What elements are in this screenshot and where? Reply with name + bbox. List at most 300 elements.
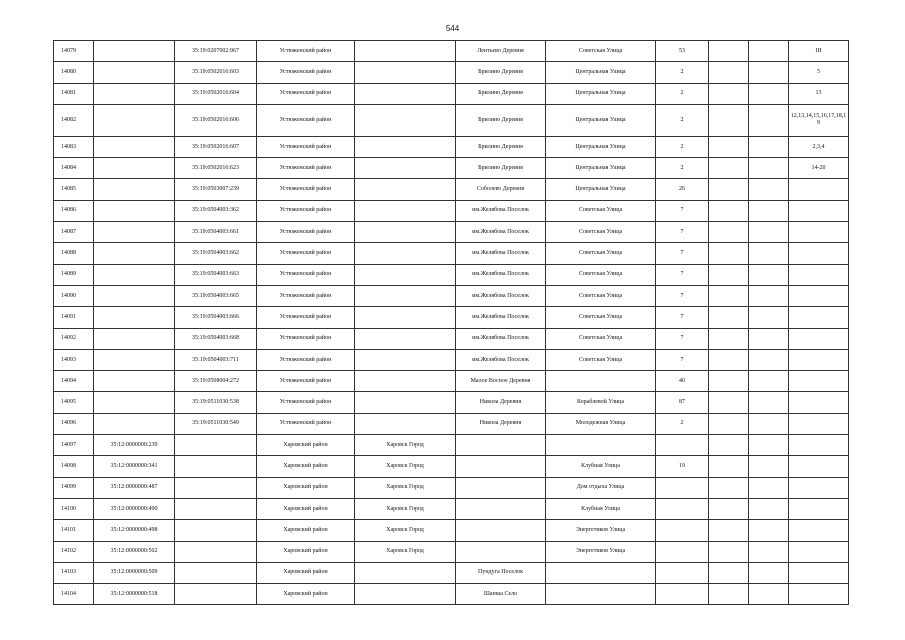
apartment-cell: IH bbox=[789, 41, 849, 62]
cadastral-number-b-cell bbox=[175, 456, 257, 477]
house-number-cell: 7 bbox=[656, 264, 709, 285]
street-cell: Центральная Улица bbox=[546, 158, 656, 179]
cadastral-number-b-cell: 35:19:0511030:549 bbox=[175, 413, 257, 434]
table-row bbox=[54, 371, 849, 392]
district-cell: Устюженский район bbox=[257, 371, 355, 392]
table-row bbox=[54, 83, 849, 104]
building-cell bbox=[709, 328, 749, 349]
table-row bbox=[54, 413, 849, 434]
street-cell: Центральная Улица bbox=[546, 179, 656, 200]
building-cell bbox=[709, 179, 749, 200]
street-cell bbox=[546, 435, 656, 456]
cadastral-number-b-cell bbox=[175, 584, 257, 605]
table-row bbox=[54, 498, 849, 519]
table-row bbox=[54, 584, 849, 605]
building-cell bbox=[709, 371, 749, 392]
district-cell: Устюженский район bbox=[257, 104, 355, 136]
cadastral-number-b-cell: 35:19:0504003:711 bbox=[175, 349, 257, 370]
structure-cell bbox=[749, 562, 789, 583]
house-number-cell: 7 bbox=[656, 285, 709, 306]
cadastral-number-a-cell: 35:12:0000000:502 bbox=[94, 541, 175, 562]
table-row bbox=[54, 477, 849, 498]
record-number-cell: 14101 bbox=[54, 520, 94, 541]
apartment-cell: 5 bbox=[789, 62, 849, 83]
table-row bbox=[54, 158, 849, 179]
city-cell: Харовск Город bbox=[355, 435, 456, 456]
cadastral-number-a-cell bbox=[94, 41, 175, 62]
building-cell bbox=[709, 307, 749, 328]
city-cell bbox=[355, 136, 456, 157]
house-number-cell: 53 bbox=[656, 41, 709, 62]
record-number-cell: 14093 bbox=[54, 349, 94, 370]
district-cell: Устюженский район bbox=[257, 413, 355, 434]
structure-cell bbox=[749, 541, 789, 562]
table-row bbox=[54, 541, 849, 562]
street-cell: Советская Улица bbox=[546, 41, 656, 62]
city-cell bbox=[355, 243, 456, 264]
structure-cell bbox=[749, 179, 789, 200]
settlement-cell: им.Желябова Поселок bbox=[456, 328, 546, 349]
street-cell: Советская Улица bbox=[546, 243, 656, 264]
cadastral-number-a-cell: 35:12:0000000:487 bbox=[94, 477, 175, 498]
apartment-cell: 14-20 bbox=[789, 158, 849, 179]
cadastral-number-b-cell: 35:19:0504003:665 bbox=[175, 285, 257, 306]
street-cell: Энергетиков Улица bbox=[546, 520, 656, 541]
street-cell: Советская Улица bbox=[546, 349, 656, 370]
house-number-cell: 7 bbox=[656, 328, 709, 349]
apartment-cell bbox=[789, 541, 849, 562]
city-cell: Харовск Город bbox=[355, 541, 456, 562]
apartment-cell bbox=[789, 584, 849, 605]
house-number-cell: 2 bbox=[656, 104, 709, 136]
table-row bbox=[54, 62, 849, 83]
street-cell: Дом отдыха Улица bbox=[546, 477, 656, 498]
record-number-cell: 14104 bbox=[54, 584, 94, 605]
street-cell: Советская Улица bbox=[546, 328, 656, 349]
record-number-cell: 14085 bbox=[54, 179, 94, 200]
city-cell bbox=[355, 413, 456, 434]
record-number-cell: 14083 bbox=[54, 136, 94, 157]
table-row bbox=[54, 222, 849, 243]
district-cell: Устюженский район bbox=[257, 83, 355, 104]
street-cell: Центральная Улица bbox=[546, 62, 656, 83]
record-number-cell: 14103 bbox=[54, 562, 94, 583]
record-number-cell: 14096 bbox=[54, 413, 94, 434]
street-cell: Советская Улица bbox=[546, 264, 656, 285]
house-number-cell: 2 bbox=[656, 136, 709, 157]
district-cell: Устюженский район bbox=[257, 179, 355, 200]
table-body bbox=[54, 41, 849, 605]
cadastral-number-b-cell: 35:19:0504003:668 bbox=[175, 328, 257, 349]
house-number-cell: 7 bbox=[656, 222, 709, 243]
building-cell bbox=[709, 136, 749, 157]
district-cell: Харовский район bbox=[257, 562, 355, 583]
building-cell bbox=[709, 477, 749, 498]
table-row bbox=[54, 562, 849, 583]
city-cell: Харовск Город bbox=[355, 477, 456, 498]
cadastral-number-a-cell bbox=[94, 158, 175, 179]
building-cell bbox=[709, 243, 749, 264]
building-cell bbox=[709, 158, 749, 179]
structure-cell bbox=[749, 456, 789, 477]
settlement-cell: Никола Деревня bbox=[456, 392, 546, 413]
record-number-cell: 14099 bbox=[54, 477, 94, 498]
district-cell: Устюженский район bbox=[257, 243, 355, 264]
district-cell: Устюженский район bbox=[257, 41, 355, 62]
cadastral-number-a-cell bbox=[94, 243, 175, 264]
settlement-cell: Соболево Деревня bbox=[456, 179, 546, 200]
structure-cell bbox=[749, 200, 789, 221]
house-number-cell: 40 bbox=[656, 371, 709, 392]
apartment-cell bbox=[789, 222, 849, 243]
structure-cell bbox=[749, 83, 789, 104]
apartment-cell bbox=[789, 243, 849, 264]
cadastral-number-a-cell bbox=[94, 104, 175, 136]
house-number-cell bbox=[656, 562, 709, 583]
house-number-cell: 7 bbox=[656, 349, 709, 370]
district-cell: Устюженский район bbox=[257, 307, 355, 328]
building-cell bbox=[709, 413, 749, 434]
record-number-cell: 14091 bbox=[54, 307, 94, 328]
cadastral-number-b-cell: 35:19:0502016:603 bbox=[175, 62, 257, 83]
building-cell bbox=[709, 562, 749, 583]
house-number-cell: 7 bbox=[656, 243, 709, 264]
table-row bbox=[54, 264, 849, 285]
building-cell bbox=[709, 456, 749, 477]
building-cell bbox=[709, 83, 749, 104]
apartment-cell bbox=[789, 456, 849, 477]
city-cell: Харовск Город bbox=[355, 498, 456, 519]
apartment-cell bbox=[789, 477, 849, 498]
house-number-cell bbox=[656, 541, 709, 562]
table-row bbox=[54, 104, 849, 136]
apartment-cell: 12,13,14,15,16,17,18,19 bbox=[789, 104, 849, 136]
cadastral-number-b-cell: 35:19:0504003:663 bbox=[175, 264, 257, 285]
street-cell bbox=[546, 371, 656, 392]
city-cell bbox=[355, 83, 456, 104]
settlement-cell: им.Желябова Поселок bbox=[456, 349, 546, 370]
street-cell: Советская Улица bbox=[546, 307, 656, 328]
house-number-cell: 87 bbox=[656, 392, 709, 413]
house-number-cell bbox=[656, 584, 709, 605]
record-number-cell: 14082 bbox=[54, 104, 94, 136]
structure-cell bbox=[749, 285, 789, 306]
apartment-cell bbox=[789, 498, 849, 519]
street-cell: Клубная Улица bbox=[546, 498, 656, 519]
settlement-cell: им.Желябова Поселок bbox=[456, 243, 546, 264]
house-number-cell: 7 bbox=[656, 307, 709, 328]
cadastral-number-b-cell bbox=[175, 435, 257, 456]
city-cell bbox=[355, 307, 456, 328]
cadastral-number-a-cell bbox=[94, 413, 175, 434]
district-cell: Устюженский район bbox=[257, 264, 355, 285]
street-cell: Молодежная Улица bbox=[546, 413, 656, 434]
record-number-cell: 14090 bbox=[54, 285, 94, 306]
apartment-cell bbox=[789, 179, 849, 200]
cadastral-number-b-cell bbox=[175, 541, 257, 562]
structure-cell bbox=[749, 136, 789, 157]
settlement-cell: им.Желябова Поселок bbox=[456, 200, 546, 221]
city-cell bbox=[355, 264, 456, 285]
building-cell bbox=[709, 62, 749, 83]
district-cell: Устюженский район bbox=[257, 349, 355, 370]
district-cell: Устюженский район bbox=[257, 158, 355, 179]
city-cell bbox=[355, 584, 456, 605]
structure-cell bbox=[749, 584, 789, 605]
street-cell: Центральная Улица bbox=[546, 104, 656, 136]
building-cell bbox=[709, 584, 749, 605]
cadastral-number-b-cell: 35:19:0504003:666 bbox=[175, 307, 257, 328]
house-number-cell: 7 bbox=[656, 200, 709, 221]
cadastral-number-b-cell: 35:19:0502016:606 bbox=[175, 104, 257, 136]
apartment-cell: 13 bbox=[789, 83, 849, 104]
record-number-cell: 14094 bbox=[54, 371, 94, 392]
settlement-cell: Брилино Деревня bbox=[456, 83, 546, 104]
cadastral-number-a-cell: 35:12:0000000:341 bbox=[94, 456, 175, 477]
table-row bbox=[54, 435, 849, 456]
structure-cell bbox=[749, 371, 789, 392]
cadastral-number-b-cell: 35:19:0508004:272 bbox=[175, 371, 257, 392]
apartment-cell bbox=[789, 328, 849, 349]
street-cell: Клубная Улица bbox=[546, 456, 656, 477]
settlement-cell: Брилино Деревня bbox=[456, 104, 546, 136]
structure-cell bbox=[749, 307, 789, 328]
building-cell bbox=[709, 435, 749, 456]
cadastral-number-a-cell bbox=[94, 179, 175, 200]
record-number-cell: 14084 bbox=[54, 158, 94, 179]
settlement-cell bbox=[456, 456, 546, 477]
cadastral-number-a-cell: 35:12:0000000:518 bbox=[94, 584, 175, 605]
apartment-cell bbox=[789, 264, 849, 285]
apartment-cell bbox=[789, 285, 849, 306]
apartment-cell bbox=[789, 371, 849, 392]
city-cell bbox=[355, 285, 456, 306]
apartment-cell bbox=[789, 349, 849, 370]
property-registry-table bbox=[53, 40, 849, 605]
structure-cell bbox=[749, 498, 789, 519]
table-row bbox=[54, 136, 849, 157]
cadastral-number-b-cell: 35:19:0207002:967 bbox=[175, 41, 257, 62]
district-cell: Устюженский район bbox=[257, 328, 355, 349]
settlement-cell: Брилино Деревня bbox=[456, 158, 546, 179]
apartment-cell: 2,3,4 bbox=[789, 136, 849, 157]
district-cell: Харовский район bbox=[257, 520, 355, 541]
cadastral-number-b-cell: 35:19:0502016:604 bbox=[175, 83, 257, 104]
street-cell: Советская Улица bbox=[546, 222, 656, 243]
settlement-cell: Никола Деревня bbox=[456, 413, 546, 434]
structure-cell bbox=[749, 435, 789, 456]
building-cell bbox=[709, 264, 749, 285]
table-row bbox=[54, 349, 849, 370]
building-cell bbox=[709, 541, 749, 562]
apartment-cell bbox=[789, 200, 849, 221]
district-cell: Харовский район bbox=[257, 477, 355, 498]
house-number-cell: 2 bbox=[656, 62, 709, 83]
house-number-cell: 2 bbox=[656, 158, 709, 179]
street-cell: Кораблевой Улица bbox=[546, 392, 656, 413]
structure-cell bbox=[749, 264, 789, 285]
city-cell bbox=[355, 371, 456, 392]
settlement-cell: Брилино Деревня bbox=[456, 136, 546, 157]
table-row bbox=[54, 328, 849, 349]
apartment-cell bbox=[789, 307, 849, 328]
page-number: 544 bbox=[445, 24, 460, 33]
structure-cell bbox=[749, 520, 789, 541]
cadastral-number-b-cell bbox=[175, 562, 257, 583]
structure-cell bbox=[749, 328, 789, 349]
record-number-cell: 14088 bbox=[54, 243, 94, 264]
table-row bbox=[54, 41, 849, 62]
building-cell bbox=[709, 222, 749, 243]
street-cell: Советская Улица bbox=[546, 285, 656, 306]
cadastral-number-a-cell bbox=[94, 83, 175, 104]
apartment-cell bbox=[789, 435, 849, 456]
building-cell bbox=[709, 200, 749, 221]
building-cell bbox=[709, 104, 749, 136]
house-number-cell bbox=[656, 477, 709, 498]
cadastral-number-b-cell: 35:19:0502016:623 bbox=[175, 158, 257, 179]
structure-cell bbox=[749, 158, 789, 179]
settlement-cell: Шапша Село bbox=[456, 584, 546, 605]
settlement-cell: им.Желябова Поселок bbox=[456, 307, 546, 328]
city-cell bbox=[355, 104, 456, 136]
table-row bbox=[54, 392, 849, 413]
record-number-cell: 14081 bbox=[54, 83, 94, 104]
cadastral-number-a-cell: 35:12:0000000:509 bbox=[94, 562, 175, 583]
city-cell: Харовск Город bbox=[355, 456, 456, 477]
record-number-cell: 14100 bbox=[54, 498, 94, 519]
city-cell bbox=[355, 222, 456, 243]
cadastral-number-b-cell: 35:19:0502016:607 bbox=[175, 136, 257, 157]
record-number-cell: 14095 bbox=[54, 392, 94, 413]
record-number-cell: 14102 bbox=[54, 541, 94, 562]
settlement-cell bbox=[456, 477, 546, 498]
cadastral-number-a-cell: 35:12:0000000:498 bbox=[94, 520, 175, 541]
record-number-cell: 14080 bbox=[54, 62, 94, 83]
table-row bbox=[54, 200, 849, 221]
city-cell bbox=[355, 179, 456, 200]
city-cell bbox=[355, 328, 456, 349]
district-cell: Устюженский район bbox=[257, 200, 355, 221]
street-cell: Энергетиков Улица bbox=[546, 541, 656, 562]
settlement-cell: Малое Восное Деревня bbox=[456, 371, 546, 392]
city-cell bbox=[355, 562, 456, 583]
settlement-cell: им.Желябова Поселок bbox=[456, 285, 546, 306]
street-cell: Советская Улица bbox=[546, 200, 656, 221]
district-cell: Харовский район bbox=[257, 498, 355, 519]
city-cell bbox=[355, 41, 456, 62]
table-row bbox=[54, 520, 849, 541]
structure-cell bbox=[749, 243, 789, 264]
cadastral-number-a-cell: 35:12:0000000:239 bbox=[94, 435, 175, 456]
table-row bbox=[54, 456, 849, 477]
city-cell bbox=[355, 158, 456, 179]
district-cell: Устюженский район bbox=[257, 392, 355, 413]
record-number-cell: 14092 bbox=[54, 328, 94, 349]
cadastral-number-a-cell bbox=[94, 371, 175, 392]
settlement-cell bbox=[456, 435, 546, 456]
city-cell bbox=[355, 392, 456, 413]
structure-cell bbox=[749, 222, 789, 243]
structure-cell bbox=[749, 477, 789, 498]
cadastral-number-b-cell: 35:19:0503007:239 bbox=[175, 179, 257, 200]
house-number-cell bbox=[656, 435, 709, 456]
record-number-cell: 14089 bbox=[54, 264, 94, 285]
apartment-cell bbox=[789, 562, 849, 583]
district-cell: Харовский район bbox=[257, 456, 355, 477]
house-number-cell bbox=[656, 498, 709, 519]
record-number-cell: 14086 bbox=[54, 200, 94, 221]
house-number-cell bbox=[656, 520, 709, 541]
district-cell: Харовский район bbox=[257, 435, 355, 456]
structure-cell bbox=[749, 41, 789, 62]
house-number-cell: 19 bbox=[656, 456, 709, 477]
settlement-cell bbox=[456, 541, 546, 562]
record-number-cell: 14079 bbox=[54, 41, 94, 62]
settlement-cell: Брилино Деревня bbox=[456, 62, 546, 83]
table-row bbox=[54, 179, 849, 200]
settlement-cell bbox=[456, 498, 546, 519]
cadastral-number-a-cell bbox=[94, 62, 175, 83]
district-cell: Устюженский район bbox=[257, 285, 355, 306]
street-cell: Центральная Улица bbox=[546, 136, 656, 157]
cadastral-number-a-cell: 35:12:0000000:490 bbox=[94, 498, 175, 519]
apartment-cell bbox=[789, 413, 849, 434]
settlement-cell: Пундуга Поселок bbox=[456, 562, 546, 583]
settlement-cell: Лентьево Деревня bbox=[456, 41, 546, 62]
table-row bbox=[54, 285, 849, 306]
street-cell bbox=[546, 584, 656, 605]
district-cell: Харовский район bbox=[257, 584, 355, 605]
building-cell bbox=[709, 392, 749, 413]
structure-cell bbox=[749, 413, 789, 434]
settlement-cell: им.Желябова Поселок bbox=[456, 264, 546, 285]
cadastral-number-a-cell bbox=[94, 200, 175, 221]
record-number-cell: 14087 bbox=[54, 222, 94, 243]
structure-cell bbox=[749, 349, 789, 370]
cadastral-number-b-cell bbox=[175, 520, 257, 541]
table-row bbox=[54, 307, 849, 328]
building-cell bbox=[709, 285, 749, 306]
house-number-cell: 2 bbox=[656, 413, 709, 434]
street-cell: Центральная Улица bbox=[546, 83, 656, 104]
cadastral-number-a-cell bbox=[94, 349, 175, 370]
house-number-cell: 26 bbox=[656, 179, 709, 200]
apartment-cell bbox=[789, 520, 849, 541]
structure-cell bbox=[749, 62, 789, 83]
record-number-cell: 14098 bbox=[54, 456, 94, 477]
street-cell bbox=[546, 562, 656, 583]
cadastral-number-b-cell bbox=[175, 498, 257, 519]
cadastral-number-a-cell bbox=[94, 136, 175, 157]
cadastral-number-a-cell bbox=[94, 392, 175, 413]
building-cell bbox=[709, 520, 749, 541]
cadastral-number-b-cell: 35:19:0504003:662 bbox=[175, 243, 257, 264]
structure-cell bbox=[749, 392, 789, 413]
city-cell bbox=[355, 62, 456, 83]
cadastral-number-a-cell bbox=[94, 307, 175, 328]
apartment-cell bbox=[789, 392, 849, 413]
cadastral-number-a-cell bbox=[94, 328, 175, 349]
district-cell: Устюженский район bbox=[257, 62, 355, 83]
settlement-cell: им.Желябова Поселок bbox=[456, 222, 546, 243]
district-cell: Устюженский район bbox=[257, 136, 355, 157]
record-number-cell: 14097 bbox=[54, 435, 94, 456]
structure-cell bbox=[749, 104, 789, 136]
cadastral-number-b-cell: 35:19:0504003:362 bbox=[175, 200, 257, 221]
city-cell bbox=[355, 200, 456, 221]
building-cell bbox=[709, 41, 749, 62]
